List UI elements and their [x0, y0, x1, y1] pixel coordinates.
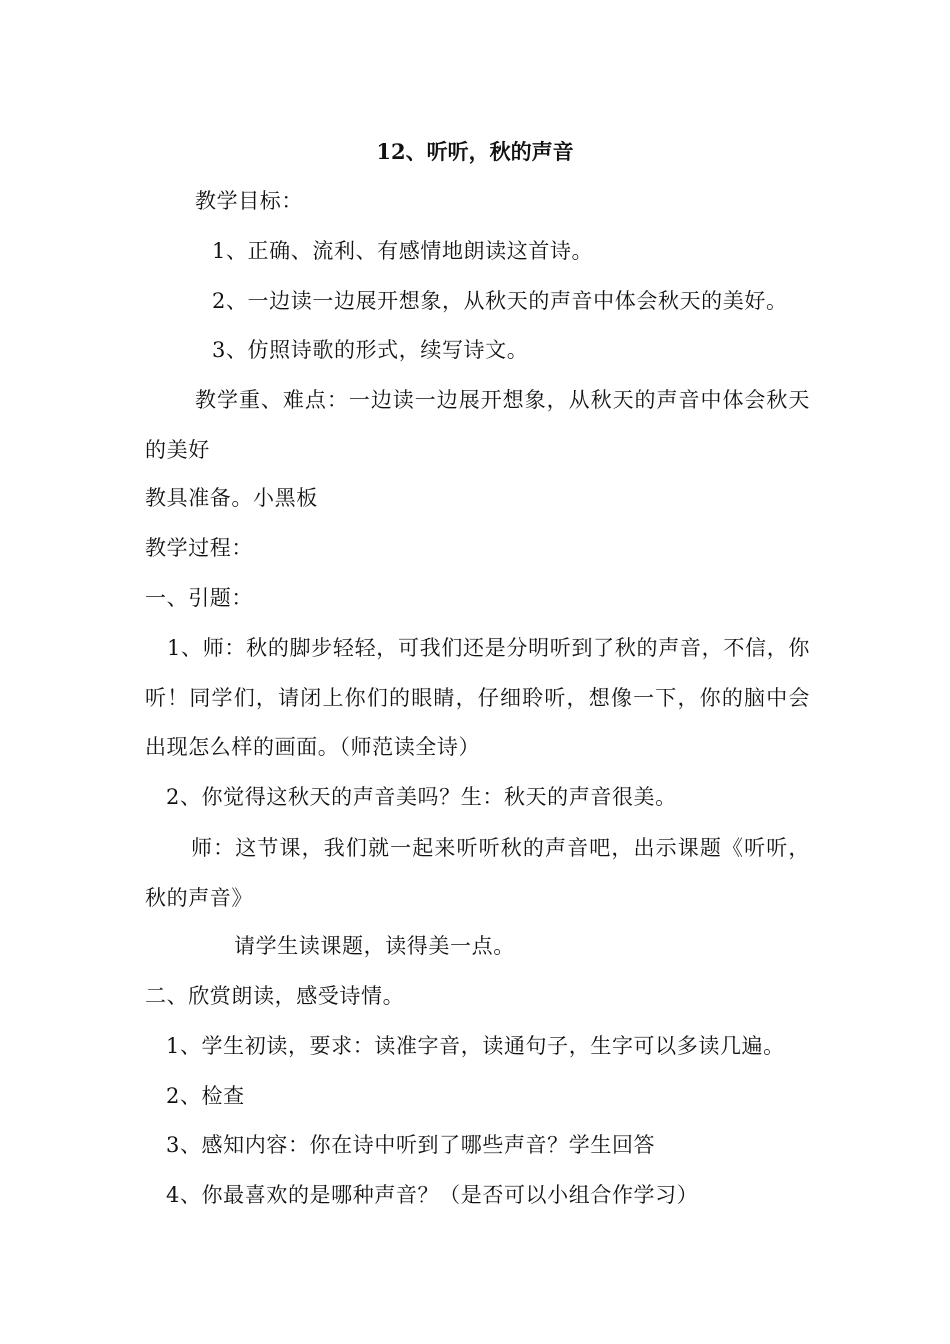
reading-item: 3、感知内容：你在诗中听到了哪些声音？学生回答 [166, 1133, 656, 1157]
reading-item: 4、你最喜欢的是哪种声音？（是否可以小组合作学习） [166, 1183, 699, 1207]
section-heading-reading: 二、欣赏朗读，感受诗情。 [145, 984, 405, 1008]
materials-line: 教具准备。小黑板 [145, 486, 318, 510]
reading-item: 2、检查 [166, 1084, 245, 1108]
teacher-paragraph: 师：这节课，我们就一起来听听秋的声音吧，出示课题《听听，秋的声音》 [145, 836, 810, 910]
objective-item: 2、一边读一边展开想象，从秋天的声音中体会秋天的美好。 [212, 289, 788, 313]
objective-item: 1、正确、流利、有感情地朗读这首诗。 [212, 239, 594, 263]
objective-item: 3、仿照诗歌的形式，续写诗文。 [212, 338, 529, 362]
read-title-line: 请学生读课题，读得美一点。 [234, 934, 515, 958]
key-points-paragraph: 教学重、难点：一边读一边展开想象，从秋天的声音中体会秋天的美好 [145, 388, 810, 462]
objectives-heading: 教学目标： [195, 189, 303, 213]
intro-item-2: 2、你觉得这秋天的声音美吗？生：秋天的声音很美。 [166, 785, 677, 809]
intro-item-1: 1、师：秋的脚步轻轻，可我们还是分明听到了秋的声音，不信，你听！同学们，请闭上你们的眼睛，仔细聆听，想像一下，你的脑中会出现怎么样的画面。（师范读全诗） [145, 636, 810, 759]
reading-item: 1、学生初读，要求：读准字音，读通句子，生字可以多读几遍。 [166, 1034, 785, 1058]
process-heading: 教学过程： [145, 536, 253, 560]
section-heading-intro: 一、引题： [145, 586, 253, 610]
page-title: 12、听听，秋的声音 [376, 139, 574, 164]
